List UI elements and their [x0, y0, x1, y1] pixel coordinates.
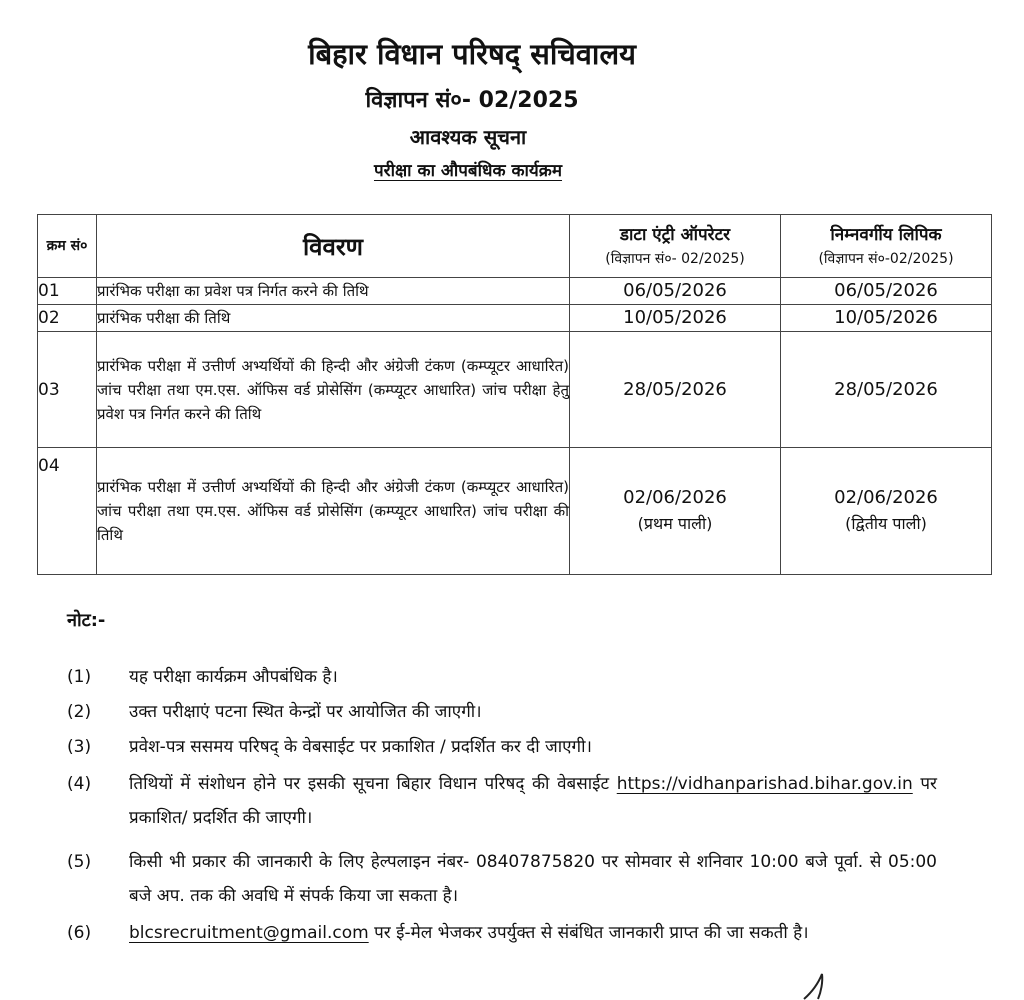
- exam-schedule-table: [37, 214, 992, 575]
- row-serial-number: 04: [38, 448, 97, 575]
- note-number: (4): [67, 774, 92, 794]
- header-lower-division-clerk: [781, 215, 992, 278]
- header-deo-adv: (विज्ञापन सं०- 02/2025): [605, 251, 745, 267]
- row-ldc-date: 02/06/2026: [834, 487, 938, 508]
- row-deo-shift: (प्रथम पाली): [637, 514, 713, 533]
- header-ldc-adv: (विज्ञापन सं०-02/2025): [818, 251, 954, 267]
- row-ldc-date: 10/05/2026: [781, 305, 992, 332]
- header-deo-post: डाटा एंट्री ऑपरेटर: [619, 225, 731, 245]
- note-item: [67, 845, 937, 913]
- header-serial-number: क्रम सं०: [38, 215, 97, 278]
- notes-label: नोट:-: [67, 610, 106, 631]
- notice-heading: आवश्यक सूचना: [409, 125, 527, 149]
- note-text: [129, 767, 937, 835]
- signature-mark: [798, 970, 838, 1000]
- table-row: [38, 305, 992, 332]
- schedule-heading-text: परीक्षा का औपबंधिक कार्यक्रम: [373, 161, 563, 181]
- header-ldc-post: निम्नवर्गीय लिपिक: [830, 225, 942, 245]
- row-deo-date-cell: [570, 448, 781, 575]
- row-serial-number: 02: [38, 305, 97, 332]
- email-link[interactable]: blcsrecruitment@gmail.com: [129, 923, 369, 943]
- note-item: [67, 730, 937, 764]
- row-deo-date: 02/06/2026: [623, 487, 727, 508]
- note-number: (1): [67, 667, 92, 687]
- note-number: (5): [67, 852, 92, 872]
- note-text-after: पर प्रकाशित/ प्रदर्शित की जाएगी।: [129, 774, 938, 828]
- note-item: [67, 695, 937, 729]
- row-serial-number: 03: [38, 332, 97, 448]
- row-description: प्रारंभिक परीक्षा की तिथि: [97, 305, 570, 332]
- note-number: (2): [67, 702, 92, 722]
- row-ldc-date: 06/05/2026: [781, 278, 992, 305]
- note-number: (3): [67, 737, 92, 757]
- row-deo-date: 10/05/2026: [570, 305, 781, 332]
- note-text: किसी भी प्रकार की जानकारी के लिए हेल्पलाइन नंबर- 08407875820 पर सोमवार से शनिवार 10:00 बजे पूर्वा. से 05:00 बजे अप. तक की अवधि में संपर्क किया जा सकता है।: [129, 852, 937, 906]
- note-item: [67, 916, 937, 950]
- note-text-after: पर ई-मेल भेजकर उपर्युक्त से संबंधित जानकारी प्राप्त की जा सकती है।: [368, 923, 809, 943]
- row-ldc-shift: (द्वितीय पाली): [845, 514, 927, 533]
- row-ldc-date-cell: [781, 448, 992, 575]
- row-description: प्रारंभिक परीक्षा में उत्तीर्ण अभ्यर्थियों की हिन्दी और अंग्रेजी टंकण (कम्प्यूटर आधारित) जांच परीक्षा तथा एम.एस. ऑफिस वर्ड प्रोसेसिंग (कम्प्यूटर आधारित) जांच परीक्षा हेतु प्रवेश पत्र निर्गत करने की तिथि: [97, 332, 570, 448]
- row-ldc-date: 28/05/2026: [781, 332, 992, 448]
- table-row: [38, 278, 992, 305]
- schedule-heading: [0, 158, 980, 181]
- organization-title: बिहार विधान परिषद् सचिवालय: [308, 37, 636, 71]
- row-serial-number: 01: [38, 278, 97, 305]
- note-text: प्रवेश-पत्र ससमय परिषद् के वेबसाईट पर प्रकाशित / प्रदर्शित कर दी जाएगी।: [129, 737, 592, 757]
- advertisement-number: विज्ञापन सं०- 02/2025: [365, 88, 579, 113]
- note-item: [67, 660, 937, 694]
- note-text: यह परीक्षा कार्यक्रम औपबंधिक है।: [129, 667, 338, 687]
- header-description: विवरण: [97, 215, 570, 278]
- note-text: उक्त परीक्षाएं पटना स्थित केन्द्रों पर आयोजित की जाएगी।: [129, 702, 482, 722]
- row-deo-date: 28/05/2026: [570, 332, 781, 448]
- row-description: प्रारंभिक परीक्षा का प्रवेश पत्र निर्गत करने की तिथि: [97, 278, 570, 305]
- table-header-row: [38, 215, 992, 278]
- table-row: [38, 332, 992, 448]
- note-text-before: तिथियों में संशोधन होने पर इसकी सूचना बिहार विधान परिषद् की वेबसाईट: [129, 774, 610, 794]
- row-description: प्रारंभिक परीक्षा में उत्तीर्ण अभ्यर्थियों की हिन्दी और अंग्रेजी टंकण (कम्प्यूटर आधारित) जांच परीक्षा तथा एम.एस. ऑफिस वर्ड प्रोसेसिंग (कम्प्यूटर आधारित) जांच परीक्षा की तिथि: [97, 448, 570, 575]
- note-text: [129, 916, 937, 950]
- table-row: [38, 448, 992, 575]
- note-number: (6): [67, 923, 92, 943]
- header-data-entry-operator: [570, 215, 781, 278]
- row-deo-date: 06/05/2026: [570, 278, 781, 305]
- note-item: [67, 767, 937, 835]
- website-link[interactable]: https://vidhanparishad.bihar.gov.in: [616, 774, 913, 794]
